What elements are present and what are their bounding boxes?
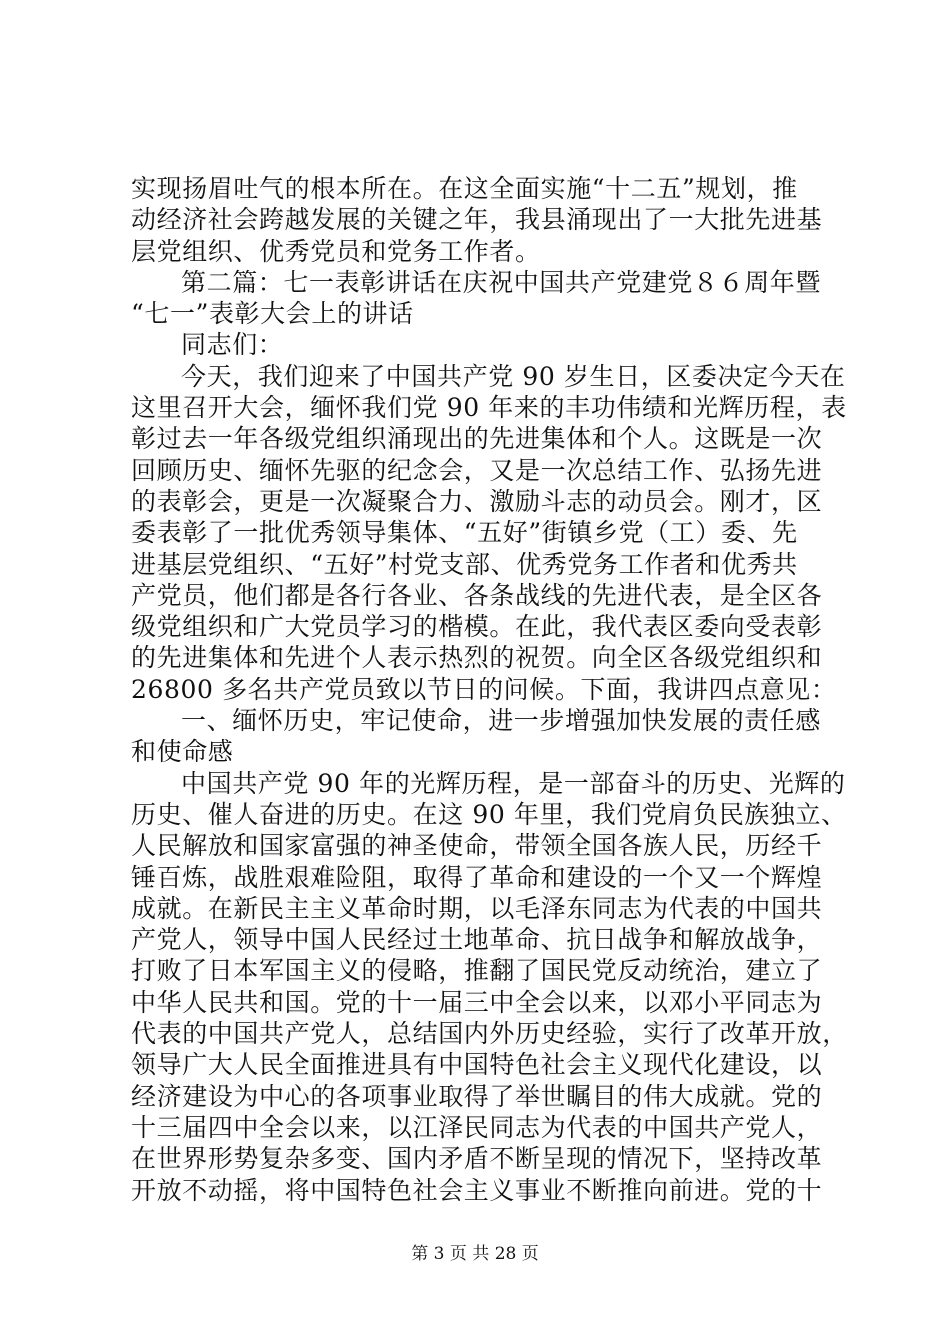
text-line: 的先进集体和先进个人表示热烈的祝贺。向全区各级党组织和 [131,643,823,673]
text-line: 今天，我们迎来了中国共产党 90 岁生日，区委决定今天在 [181,361,846,391]
text-line: 打败了日本军国主义的侵略，推翻了国民党反动统治，建立了 [131,956,823,986]
text-line: 和使命感 [131,737,234,767]
text-line: 代表的中国共产党人，总结国内外历史经验，实行了改革开放， [131,1019,848,1049]
text-line: 彰过去一年各级党组织涌现出的先进集体和个人。这既是一次 [131,424,823,454]
text-line: 经济建设为中心的各项事业取得了举世瞩目的伟大成就。党的 [131,1081,823,1111]
text-line: 一、缅怀历史，牢记使命，进一步增强加快发展的责任感 [181,706,822,736]
text-line: 这里召开大会，缅怀我们党 90 年来的丰功伟绩和光辉历程，表 [131,393,847,423]
text-line: 历史、催人奋进的历史。在这 90 年里，我们党肩负民族独立、 [131,799,847,829]
text-line: 产党人，领导中国人民经过土地革命、抗日战争和解放战争， [131,925,823,955]
text-line: 中华人民共和国。党的十一届三中全会以来，以邓小平同志为 [131,987,823,1017]
text-line: 实现扬眉吐气的根本所在。在这全面实施“十二五”规划，推 [131,174,798,203]
text-line: 层党组织、优秀党员和党务工作者。 [131,236,541,266]
text-line: 成就。在新民主主义革命时期，以毛泽东同志为代表的中国共 [131,893,823,923]
page-number-footer: 第 3 页 共 28 页 [411,1244,539,1264]
text-line: 开放不动摇，将中国特色社会主义事业不断推向前进。党的十 [131,1175,823,1205]
text-line: 锤百炼，战胜艰难险阻，取得了革命和建设的一个又一个辉煌 [131,862,823,892]
text-line: 委表彰了一批优秀领导集体、“五好”街镇乡党（工）委、先 [131,518,798,548]
text-line: 同志们： [181,330,284,360]
text-line: 26800 多名共产党员致以节日的问候。下面，我讲四点意见： [131,674,837,704]
text-line: 在世界形势复杂多变、国内矛盾不断呈现的情况下，坚持改革 [131,1144,823,1174]
text-line: 领导广大人民全面推进具有中国特色社会主义现代化建设，以 [131,1050,823,1080]
text-line: 中国共产党 90 年的光辉历程，是一部奋斗的历史、光辉的 [181,768,846,798]
text-line: 产党员，他们都是各行各业、各条战线的先进代表，是全区各 [131,580,823,610]
text-line: 人民解放和国家富强的神圣使命，带领全国各族人民，历经千 [131,831,823,861]
text-line: “七一”表彰大会上的讲话 [131,299,414,329]
text-line: 进基层党组织、“五好”村党支部、优秀党务工作者和优秀共 [131,549,798,579]
text-line: 的表彰会，更是一次凝聚合力、激励斗志的动员会。刚才，区 [131,486,823,516]
text-line: 回顾历史、缅怀先驱的纪念会，又是一次总结工作、弘扬先进 [131,455,823,485]
text-line: 第二篇：七一表彰讲话在庆祝中国共产党建党８６周年暨 [181,267,822,297]
text-line: 十三届四中全会以来，以江泽民同志为代表的中国共产党人， [131,1112,823,1142]
text-line: 级党组织和广大党员学习的楷模。在此，我代表区委向受表彰 [131,612,823,642]
text-line: 动经济社会跨越发展的关键之年，我县涌现出了一大批先进基 [131,205,823,235]
document-body [131,173,848,1206]
